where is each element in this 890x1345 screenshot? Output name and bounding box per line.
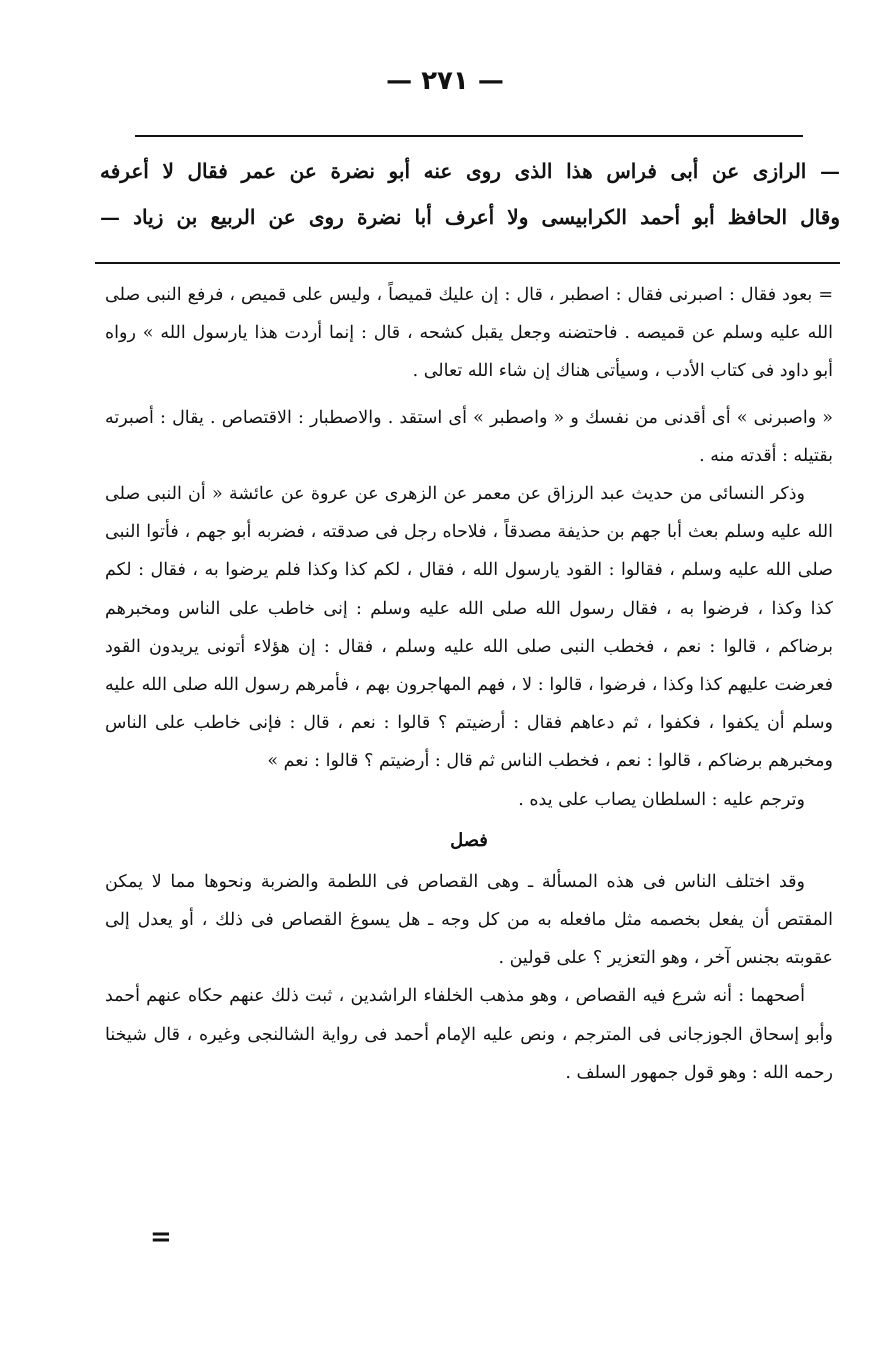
paragraph: وذكر النسائى من حديث عبد الرزاق عن معمر عن الزهرى عن عروة عن عائشة « أن النبى صلى الله عليه وسلم بعث أبا جهم بن حذيفة مصدقاً ، فلاحاه رجل فى صدقته ، فضربه أبو جهم ، فأتوا النبى صلى الله عليه وسلم ، فقالوا : القود يارسول الله ، فقال ، لكم كذا وكذا فلم يرضوا به ، فقال : لكم كذا وكذا ، فرضوا به ، فقال رسول الله صلى الله عليه وسلم : إنى خاطب على الناس ومخبرهم برضاكم ، قالوا : نعم ، فخطب النبى صلى الله عليه وسلم ، فقال : إن هؤلاء أتونى يريدون القود فعرضت عليهم كذا وكذا ، فرضوا ، قالوا : لا ، فهم المهاجرون بهم ، فأمرهم رسول الله صلى الله عليه وسلم أن يكفوا ، فكفوا ، ثم دعاهم فقال : أرضيتم ؟ قالوا : نعم ، قال : فإنى خاطب على الناس ومخبرهم برضاكم ، قالوا : نعم ، فخطب الناس ثم قال : أرضيتم ؟ قالوا : نعم » <box>105 484 833 772</box>
notes-divider <box>95 262 840 264</box>
continuation-mark: = <box>150 1222 172 1252</box>
header-note-line: وقال الحافظ أبو أحمد الكرابيسى ولا أعرف أبا نضرة روى عن الربيع بن زياد — <box>100 205 840 229</box>
top-divider <box>135 135 803 137</box>
page-number: — ٢٧١ — <box>386 66 504 96</box>
section-heading: فصل <box>450 829 488 851</box>
paragraph: أصحهما : أنه شرع فيه القصاص ، وهو مذهب الخلفاء الراشدين ، ثبت ذلك عنهم حكاه عنهم أحمد وأبو إسحاق الجوزجانى فى المترجم ، ونص عليه الإمام أحمد فى رواية الشالنجى وغيره ، قال شيخنا رحمه الله : وهو قول جمهور السلف . <box>105 986 833 1083</box>
paragraph: « واصبرنى » أى أقدنى من نفسك و « واصطبر » أى استقد . والاصطبار : الاقتصاص . يقال : أصبرته بقتيله : أقدته منه . <box>105 407 833 466</box>
header-notes <box>100 148 840 240</box>
paragraph: وقد اختلف الناس فى هذه المسألة ـ وهى القصاص فى اللطمة والضربة ونحوها مما لا يمكن المقتص أن يفعل بخصمه مثل مافعله به من كل وجه ـ هل يسوغ القصاص فى ذلك ، أو يعدل إلى عقوبته بجنس آخر ، وهو التعزير ؟ على قولين . <box>105 871 833 969</box>
paragraph: وترجم عليه : السلطان يصاب على يده . <box>518 789 805 810</box>
main-text <box>105 276 833 1092</box>
paragraph: = بعود فقال : اصبرنى فقال : اصطبر ، قال : إن عليك قميصاً ، وليس على قميص ، فرفع النبى صلى الله عليه وسلم عن قميصه . فاحتضنه وجعل يقبل كشحه ، قال : إنما أردت هذا يارسول الله » رواه أبو داود فى كتاب الأدب ، وسيأتى هناك إن شاء الله تعالى . <box>105 285 833 382</box>
header-note-line: — الرازى عن أبى فراس هذا الذى روى عنه أبو نضرة عن عمر فقال لا أعرفه <box>100 159 840 183</box>
